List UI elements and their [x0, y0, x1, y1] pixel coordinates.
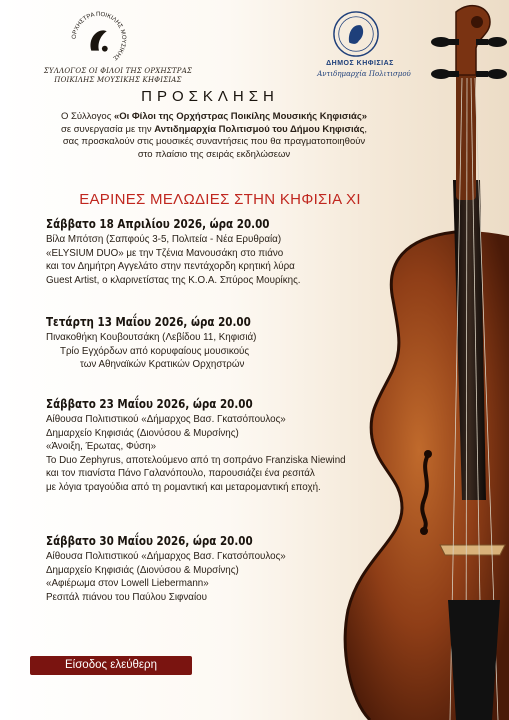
event-detail: και τον πιανίστα Πάνο Γαλανόπουλο, παρουσιάζει ένα ρεσιτάλ: [46, 468, 315, 480]
event-detail: των Αθηναϊκών Κρατικών Ορχηστρών: [80, 359, 245, 371]
event-detail: Ρεσιτάλ πιάνου του Παύλου Σιφναίου: [46, 591, 207, 603]
municipality-emblem: [332, 10, 380, 58]
event-date: Σάββατο 18 Απριλίου 2026, ώρα 20.00: [46, 216, 270, 231]
intro-paragraph: Ο Σύλλογος «Οι Φίλοι της Ορχήστρας Ποικίλης Μουσικής Κηφισιάς» σε συνεργασία με την Αντιδημαρχία Πολιτισμού του Δήμου Κηφισιάς, σας προσκαλούν στις μουσικές συναντήσεις που θα πραγματοποιηθούν στο πλαίσιο της σειράς εκδηλώσεων: [60, 111, 368, 160]
event-venue: Αίθουσα Πολιτιστικού «Δήμαρχος Βασ. Γκατσόπουλος»: [46, 551, 286, 562]
municipality-title: ΔΗΜΟΣ ΚΗΦΙΣΙΑΣ: [326, 60, 394, 67]
event-detail: και τον Δημήτρη Αγγελάτο στην πεντάχορδη κρητική λύρα: [46, 261, 295, 273]
event-detail: με λόγια τραγούδια από τη ρομαντική και μεταρομαντική εποχή.: [46, 481, 321, 493]
head-profile-icon: [349, 25, 363, 44]
orchestra-logo-caption: ΣΥΛΛΟΓΟΣ ΟΙ ΦΙΛΟΙ ΤΗΣ ΟΡΧΗΣΤΡΑΣ ΠΟΙΚΙΛΗΣ ΜΟΥΣΙΚΗΣ ΚΗΦΙΣΙΑΣ: [43, 67, 193, 84]
free-entry-badge: Είσοδος ελεύθερη: [30, 656, 192, 675]
event-date: Σάββατο 23 Μαΐου 2026, ώρα 20.00: [46, 396, 253, 411]
orchestra-logo: [70, 10, 128, 68]
cello-scroll-eye: [471, 16, 483, 28]
municipality-subtitle: Αντιδημαρχία Πολιτισμού: [317, 70, 411, 78]
event-1: [46, 216, 406, 287]
event-detail: Guest Artist, ο κλαρινετίστας της Κ.Ο.Α. Σπύρος Μουρίκης.: [46, 274, 301, 286]
event-detail: Δημαρχείο Κηφισιάς (Διονύσου & Μυρσίνης): [46, 564, 239, 576]
page-heading: ΠΡΟΣΚΛΗΣΗ: [141, 88, 279, 105]
event-venue: Βίλα Μπότση (Σαπφούς 3-5, Πολιτεία - Νέα Ερυθραία): [46, 234, 282, 245]
event-venue: Πινακοθήκη Κουβουτσάκη (Λεβίδου 11, Κηφισιά): [46, 332, 257, 343]
event-2: [46, 314, 406, 372]
event-detail: «Άνοιξη, Έρωτας, Φύση»: [46, 441, 157, 453]
cello-tailpiece: [448, 600, 500, 720]
event-detail: «ELYSIUM DUO» με την Τζένια Μανουσάκη στο πιάνο: [46, 247, 284, 259]
series-title: ΕΑΡΙΝΕΣ ΜΕΛΩΔΙΕΣ ΣΤΗΝ ΚΗΦΙΣΙΑ ΧΙ: [79, 191, 361, 208]
event-date: Σάββατο 30 Μαΐου 2026, ώρα 20.00: [46, 533, 253, 548]
event-venue: Αίθουσα Πολιτιστικού «Δήμαρχος Βασ. Γκατσόπουλος»: [46, 414, 286, 425]
event-4: [46, 533, 406, 604]
event-date: Τετάρτη 13 Μαΐου 2026, ώρα 20.00: [46, 314, 251, 329]
event-detail: Δημαρχείο Κηφισιάς (Διονύσου & Μυρσίνης): [46, 427, 239, 439]
event-3: [46, 396, 406, 495]
event-detail: «Αφιέρωμα στον Lowell Liebermann»: [46, 578, 209, 590]
cello-bridge: [440, 545, 505, 555]
event-detail: Το Duo Zephyrus, αποτελούμενο από τη σοπράνο Franziska Niewind: [46, 454, 346, 466]
svg-text:ΟΡΧΗΣΤΡΑ ΠΟΙΚΙΛΗΣ ΜΟΥΣΙΚΗΣ: ΟΡΧΗΣΤΡΑ ΠΟΙΚΙΛΗΣ ΜΟΥΣΙΚΗΣ: [71, 11, 127, 61]
cello-f-hole-top: [424, 450, 432, 458]
cello-f-hole-bottom: [420, 527, 428, 535]
event-detail: Τρίο Εγχόρδων από κορυφαίους μουσικούς: [60, 345, 250, 357]
